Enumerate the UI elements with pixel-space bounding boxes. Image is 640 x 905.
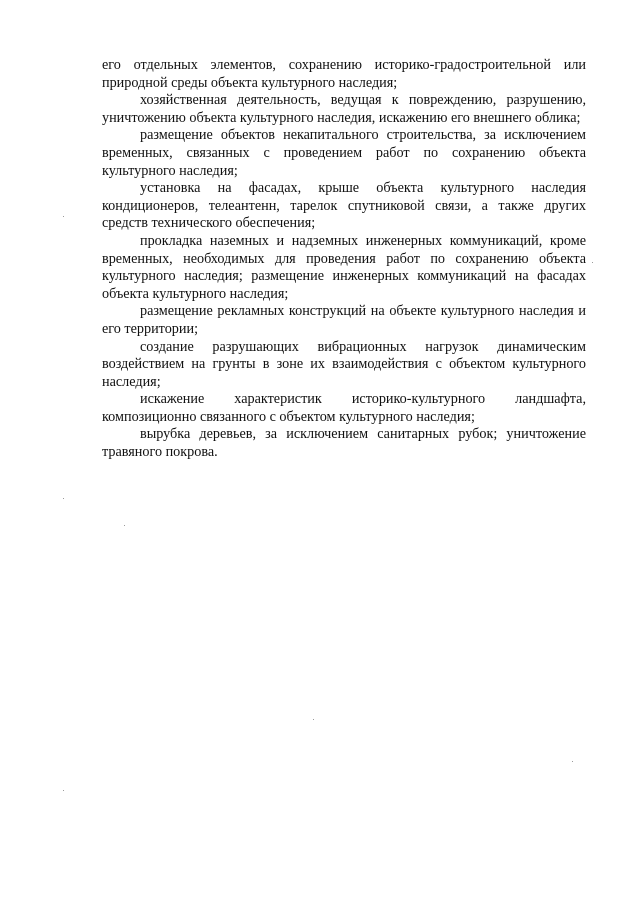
scan-speck — [124, 525, 125, 526]
document-body — [102, 57, 586, 462]
scan-speck — [592, 262, 593, 263]
paragraph-tree-cutting: вырубка деревьев, за исключением санитарных рубок; уничтожение травяного покрова. — [102, 426, 586, 461]
paragraph-temporary-structures: размещение объектов некапитального строительства, за исключением временных, связанных с проведением работ по сохранению объекта культурного наследия; — [102, 127, 586, 179]
scan-speck — [313, 719, 314, 720]
paragraph-continuation: его отдельных элементов, сохранению историко-градостроительной или природной среды объекта культурного наследия; — [102, 57, 586, 91]
scan-speck — [572, 761, 573, 762]
scan-speck — [63, 498, 64, 499]
paragraph-economic-activity: хозяйственная деятельность, ведущая к повреждению, разрушению, уничтожению объекта культурного наследия, искажению его внешнего облика; — [102, 92, 586, 126]
paragraph-advertising: размещение рекламных конструкций на объекте культурного наследия и его территории; — [102, 303, 586, 337]
scan-speck — [63, 790, 64, 791]
paragraph-facade-equipment: установка на фасадах, крыше объекта культурного наследия кондиционеров, телеантенн, тарелок спутниковой связи, а также других средств технического обеспечения; — [102, 180, 586, 232]
paragraph-landscape-distortion: искажение характеристик историко-культурного ландшафта, композиционно связанного с объектом культурного наследия; — [102, 391, 586, 425]
paragraph-utility-lines: прокладка наземных и надземных инженерных коммуникаций, кроме временных, необходимых для проведения работ по сохранению объекта культурного наследия; размещение инженерных коммуникаций на фасадах объекта культурного наследия; — [102, 232, 586, 302]
paragraph-vibration-loads: создание разрушающих вибрационных нагрузок динамическим воздействием на грунты в зоне их взаимодействия с объектом культурного наследия; — [102, 338, 586, 390]
scan-speck — [63, 216, 64, 217]
